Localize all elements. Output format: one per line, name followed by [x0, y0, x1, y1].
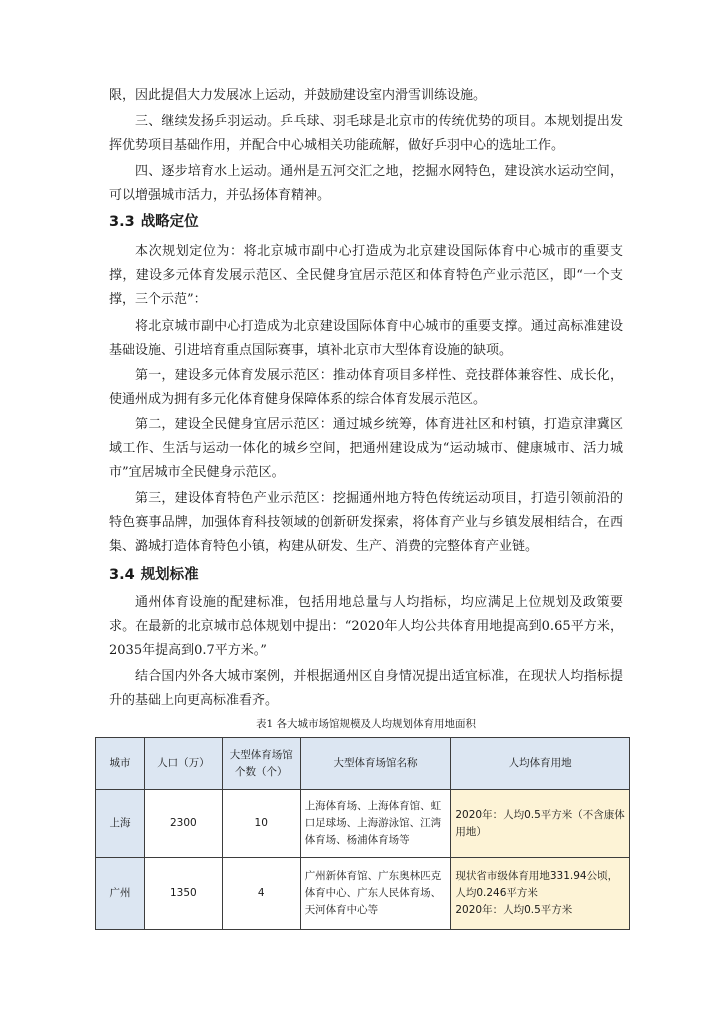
header-large-venues: 大型体育场馆个数（个） [222, 738, 300, 790]
table-caption: 表1 各大城市场馆规模及人均规划体育用地面积 [255, 718, 477, 730]
paragraph-first: 第一，建设多元体育发展示范区：推动体育项目多样性、竞技群体兼容性、成长化，使通州成为拥有多元化体育健身保障体系的综合体育发展示范区。 [109, 368, 623, 407]
header-venue-names: 大型体育场馆名称 [300, 738, 451, 790]
cell-population: 2300 [144, 790, 222, 858]
header-city: 城市 [96, 738, 145, 790]
table-row [96, 858, 630, 930]
paragraph-water-sports: 四、逐步培育水上运动。通州是五河交汇之地，挖掘水网特色，建设滨水运动空间，可以增强城市活力，并弘扬体育精神。 [109, 164, 623, 203]
header-population: 人口（万） [144, 738, 222, 790]
per-capita-line: 2020年：人均0.5平方米（不含康体用地） [455, 808, 625, 838]
section-title: 战略定位 [140, 214, 199, 230]
table-row [96, 790, 630, 858]
section-title: 规划标准 [140, 567, 199, 583]
cell-venue-count: 10 [222, 790, 300, 858]
paragraph-support: 将北京城市副中心打造成为北京建设国际体育中心城市的重要支撑。通过高标准建设基础设施、引进培育重点国际赛事，填补北京市大型体育设施的缺项。 [109, 319, 623, 358]
cell-venue-names: 上海体育场、上海体育馆、虹口足球场、上海游泳馆、江湾体育场、杨浦体育场等 [300, 790, 451, 858]
cell-city: 广州 [96, 858, 145, 930]
cell-per-capita [451, 790, 630, 858]
paragraph-benchmark: 结合国内外各大城市案例，并根据通州区自身情况提出适宜标准，在现状人均指标提升的基础上向更高标准看齐。 [109, 669, 623, 708]
cell-population: 1350 [144, 858, 222, 930]
venue-standards-table [95, 737, 630, 930]
cell-venue-count: 4 [222, 858, 300, 930]
cell-per-capita [451, 858, 630, 930]
section-number: 3.3 [109, 214, 135, 230]
cell-venue-names: 广州新体育馆、广东奥林匹克体育中心、广东人民体育场、天河体育中心等 [300, 858, 451, 930]
per-capita-line: 现状省市级体育用地331.94公顷，人均0.246平方米 [455, 870, 619, 899]
per-capita-line: 2020年：人均0.5平方米 [455, 904, 573, 916]
section-heading-3-3 [109, 212, 199, 232]
paragraph-ice-sports-end: 限，因此提倡大力发展冰上运动，并鼓励建设室内滑雪训练设施。 [109, 88, 487, 103]
paragraph-standards: 通州体育设施的配建标准，包括用地总量与人均指标，均应满足上位规划及政策要求。在最新的北京城市总体规划中提出：“2020年人均公共体育用地提高到0.65平方米，2035年提高到0.7平方米。” [109, 595, 623, 658]
cell-city: 上海 [96, 790, 145, 858]
section-heading-3-4 [109, 565, 199, 585]
paragraph-third: 第三，建设体育特色产业示范区：挖掘通州地方特色传统运动项目，打造引领前沿的特色赛事品牌，加强体育科技领域的创新研发探索，将体育产业与乡镇发展相结合，在西集、潞城打造体育特色小镇，构建从研发、生产、消费的完整体育产业链。 [109, 491, 623, 554]
paragraph-table-tennis-badminton: 三、继续发扬乒羽运动。乒乓球、羽毛球是北京市的传统优势的项目。本规划提出发挥优势项目基础作用，并配合中心城相关功能疏解，做好乒羽中心的选址工作。 [109, 114, 623, 153]
section-number: 3.4 [109, 567, 135, 583]
paragraph-second: 第二，建设全民健身宜居示范区：通过城乡统筹，体育进社区和村镇，打造京津冀区域工作、生活与运动一体化的城乡空间，把通州建设成为“运动城市、健康城市、活力城市”宜居城市全民健身示范区。 [109, 417, 623, 480]
header-per-capita: 人均体育用地 [451, 738, 630, 790]
paragraph-positioning: 本次规划定位为：将北京城市副中心打造成为北京建设国际体育中心城市的重要支撑，建设多元体育发展示范区、全民健身宜居示范区和体育特色产业示范区，即“一个支撑，三个示范”： [109, 244, 623, 307]
